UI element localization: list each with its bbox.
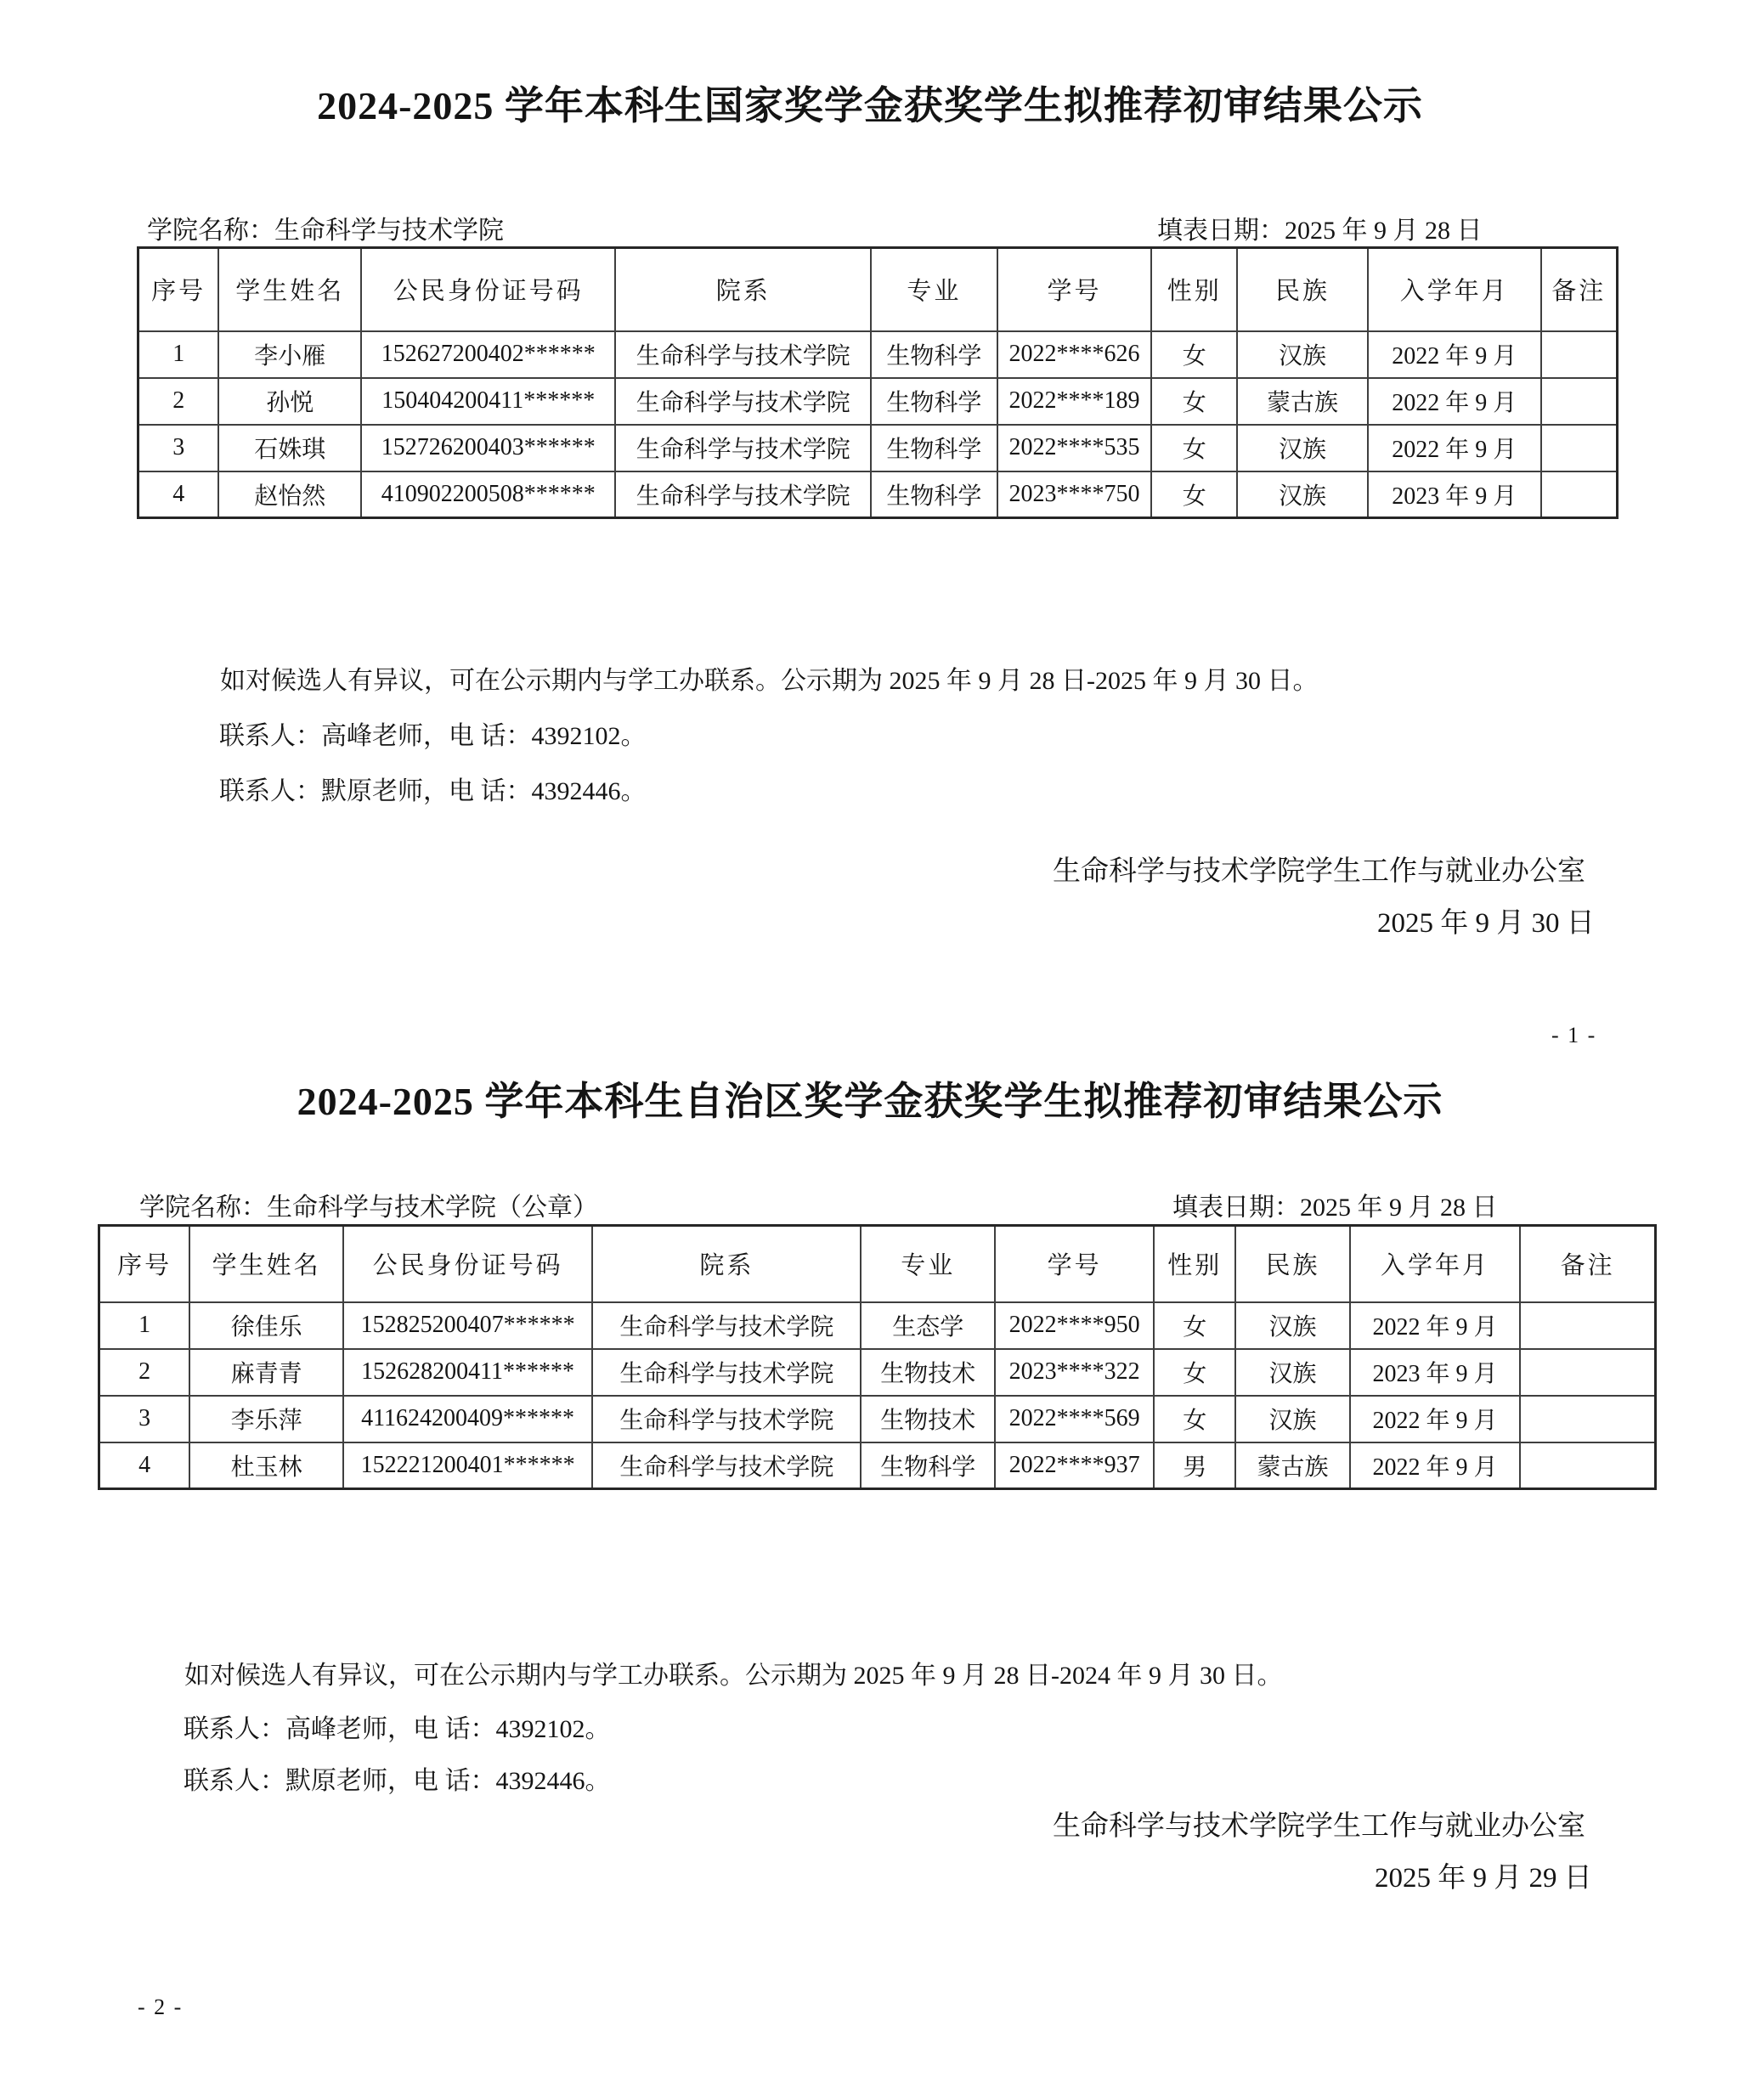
table-cell — [1541, 331, 1618, 378]
section2-college-name: 学院名称：生命科学与技术学院（公章） — [139, 1194, 598, 1222]
table-cell: 蒙古族 — [1235, 1442, 1350, 1489]
section2-fill-date: 填表日期：2025 年 9 月 28 日 — [1172, 1194, 1498, 1222]
column-header: 学号 — [995, 1226, 1154, 1302]
table-row — [138, 425, 1618, 471]
table-cell: 2023****750 — [997, 471, 1152, 518]
table-cell: 150404200411****** — [361, 378, 615, 425]
table-cell: 赵怡然 — [218, 471, 361, 518]
column-header: 序号 — [99, 1226, 190, 1302]
column-header: 公民身份证号码 — [343, 1226, 592, 1302]
column-header: 院系 — [615, 248, 871, 331]
table-cell: 生命科学与技术学院 — [615, 331, 871, 378]
table-cell: 生物科学 — [861, 1442, 995, 1489]
table-cell: 152825200407****** — [343, 1302, 592, 1349]
table-cell: 汉族 — [1235, 1396, 1350, 1442]
table-cell: 152221200401****** — [343, 1442, 592, 1489]
table-cell: 2 — [99, 1349, 190, 1396]
table-cell: 2022 年 9 月 — [1350, 1442, 1520, 1489]
section1-college-name: 学院名称：生命科学与技术学院 — [147, 217, 504, 245]
section1-contact-2: 联系人：默原老师，电 话：4392446。 — [219, 777, 647, 805]
table-cell: 1 — [138, 331, 219, 378]
table-cell: 汉族 — [1237, 471, 1368, 518]
table-cell: 生命科学与技术学院 — [592, 1349, 861, 1396]
table-header-row — [99, 1226, 1656, 1302]
column-header: 学号 — [997, 248, 1152, 331]
table-cell: 生物科学 — [871, 331, 997, 378]
section2-title: 2024-2025 学年本科生自治区奖学金获奖学生拟推荐初审结果公示 — [297, 1080, 1443, 1123]
table-cell: 2022****189 — [997, 378, 1152, 425]
table-row — [138, 378, 1618, 425]
table-cell: 2022****950 — [995, 1302, 1154, 1349]
scholarship-table-region — [98, 1224, 1657, 1490]
column-header: 学生姓名 — [218, 248, 361, 331]
table-cell: 女 — [1151, 471, 1237, 518]
table-cell: 石姝琪 — [218, 425, 361, 471]
table-cell: 410902200508****** — [361, 471, 615, 518]
table-cell: 女 — [1151, 425, 1237, 471]
table-cell: 2022 年 9 月 — [1368, 425, 1541, 471]
table-cell: 李乐萍 — [189, 1396, 343, 1442]
column-header: 专业 — [871, 248, 997, 331]
column-header: 性别 — [1154, 1226, 1235, 1302]
table-cell: 152627200402****** — [361, 331, 615, 378]
table-cell: 女 — [1151, 378, 1237, 425]
table-cell — [1541, 425, 1618, 471]
table-cell: 杜玉林 — [189, 1442, 343, 1489]
table-cell: 麻青青 — [189, 1349, 343, 1396]
column-header: 性别 — [1151, 248, 1237, 331]
table-row — [99, 1302, 1656, 1349]
table-cell: 2022 年 9 月 — [1368, 331, 1541, 378]
column-header: 民族 — [1235, 1226, 1350, 1302]
section2-contact-1: 联系人：高峰老师，电 话：4392102。 — [184, 1715, 611, 1743]
table-cell: 李小雁 — [218, 331, 361, 378]
table-cell: 4 — [138, 471, 219, 518]
section1-signature-date: 2025 年 9 月 30 日 — [1377, 908, 1595, 939]
table-cell: 生命科学与技术学院 — [615, 378, 871, 425]
table-cell: 汉族 — [1235, 1349, 1350, 1396]
scholarship-table-national — [137, 246, 1619, 519]
table-cell: 152628200411****** — [343, 1349, 592, 1396]
table-cell: 男 — [1154, 1442, 1235, 1489]
section1-fill-date: 填表日期：2025 年 9 月 28 日 — [1157, 217, 1483, 245]
table-cell — [1520, 1442, 1655, 1489]
table-row — [99, 1349, 1656, 1396]
table-cell: 2022****535 — [997, 425, 1152, 471]
table-cell — [1541, 471, 1618, 518]
table-cell: 孙悦 — [218, 378, 361, 425]
table-cell: 1 — [99, 1302, 190, 1349]
table-cell — [1520, 1396, 1655, 1442]
table-cell: 女 — [1151, 331, 1237, 378]
table-cell: 汉族 — [1237, 331, 1368, 378]
table-cell: 蒙古族 — [1237, 378, 1368, 425]
column-header: 民族 — [1237, 248, 1368, 331]
column-header: 专业 — [861, 1226, 995, 1302]
table-cell: 3 — [138, 425, 219, 471]
table-cell: 2022 年 9 月 — [1350, 1302, 1520, 1349]
table-cell: 2022****937 — [995, 1442, 1154, 1489]
table-cell: 生命科学与技术学院 — [592, 1396, 861, 1442]
table-cell: 2022 年 9 月 — [1350, 1396, 1520, 1442]
table-cell: 女 — [1154, 1302, 1235, 1349]
page-number-1: - 1 - — [1551, 1023, 1597, 1047]
column-header: 序号 — [138, 248, 219, 331]
table-row — [138, 331, 1618, 378]
table-cell: 生物科学 — [871, 471, 997, 518]
table-cell: 2022 年 9 月 — [1368, 378, 1541, 425]
table-cell: 女 — [1154, 1349, 1235, 1396]
table-row — [99, 1396, 1656, 1442]
column-header: 公民身份证号码 — [361, 248, 615, 331]
table-row — [138, 471, 1618, 518]
table-header-row — [138, 248, 1618, 331]
table-cell — [1541, 378, 1618, 425]
table-cell: 生命科学与技术学院 — [615, 471, 871, 518]
table-cell: 152726200403****** — [361, 425, 615, 471]
section2-signature-date: 2025 年 9 月 29 日 — [1375, 1863, 1592, 1894]
section1-notice: 如对候选人有异议，可在公示期内与学工办联系。公示期为 2025 年 9 月 28 日-2025 年 9 月 30 日。 — [220, 667, 1319, 695]
table-cell: 汉族 — [1237, 425, 1368, 471]
section1-signature: 生命科学与技术学院学生工作与就业办公室 — [1053, 856, 1585, 887]
table-cell — [1520, 1349, 1655, 1396]
table-cell: 汉族 — [1235, 1302, 1350, 1349]
table-cell: 生态学 — [861, 1302, 995, 1349]
table-cell: 徐佳乐 — [189, 1302, 343, 1349]
table-cell: 2022****626 — [997, 331, 1152, 378]
table-cell: 4 — [99, 1442, 190, 1489]
section2-notice: 如对候选人有异议，可在公示期内与学工办联系。公示期为 2025 年 9 月 28 日-2024 年 9 月 30 日。 — [184, 1662, 1283, 1690]
table-cell: 生物技术 — [861, 1396, 995, 1442]
table-cell: 女 — [1154, 1396, 1235, 1442]
section2-signature: 生命科学与技术学院学生工作与就业办公室 — [1053, 1811, 1585, 1842]
table-cell: 生命科学与技术学院 — [592, 1302, 861, 1349]
table-cell: 生物科学 — [871, 378, 997, 425]
table-cell: 411624200409****** — [343, 1396, 592, 1442]
table-cell: 2 — [138, 378, 219, 425]
table-cell: 生物科学 — [871, 425, 997, 471]
column-header: 入学年月 — [1368, 248, 1541, 331]
table-cell: 生命科学与技术学院 — [592, 1442, 861, 1489]
table-cell: 3 — [99, 1396, 190, 1442]
section2-contact-2: 联系人：默原老师，电 话：4392446。 — [184, 1767, 611, 1795]
column-header: 学生姓名 — [189, 1226, 343, 1302]
section1-title: 2024-2025 学年本科生国家奖学金获奖学生拟推荐初审结果公示 — [317, 84, 1423, 127]
table-cell: 2023 年 9 月 — [1368, 471, 1541, 518]
table-cell: 2023****322 — [995, 1349, 1154, 1396]
column-header: 备注 — [1520, 1226, 1655, 1302]
table-cell: 2022****569 — [995, 1396, 1154, 1442]
table-cell: 生命科学与技术学院 — [615, 425, 871, 471]
table-cell: 生物技术 — [861, 1349, 995, 1396]
page-number-2: - 2 - — [138, 1995, 184, 2019]
section1-contact-1: 联系人：高峰老师，电 话：4392102。 — [219, 722, 647, 750]
column-header: 入学年月 — [1350, 1226, 1520, 1302]
table-cell — [1520, 1302, 1655, 1349]
table-cell: 2023 年 9 月 — [1350, 1349, 1520, 1396]
column-header: 院系 — [592, 1226, 861, 1302]
column-header: 备注 — [1541, 248, 1618, 331]
table-row — [99, 1442, 1656, 1489]
